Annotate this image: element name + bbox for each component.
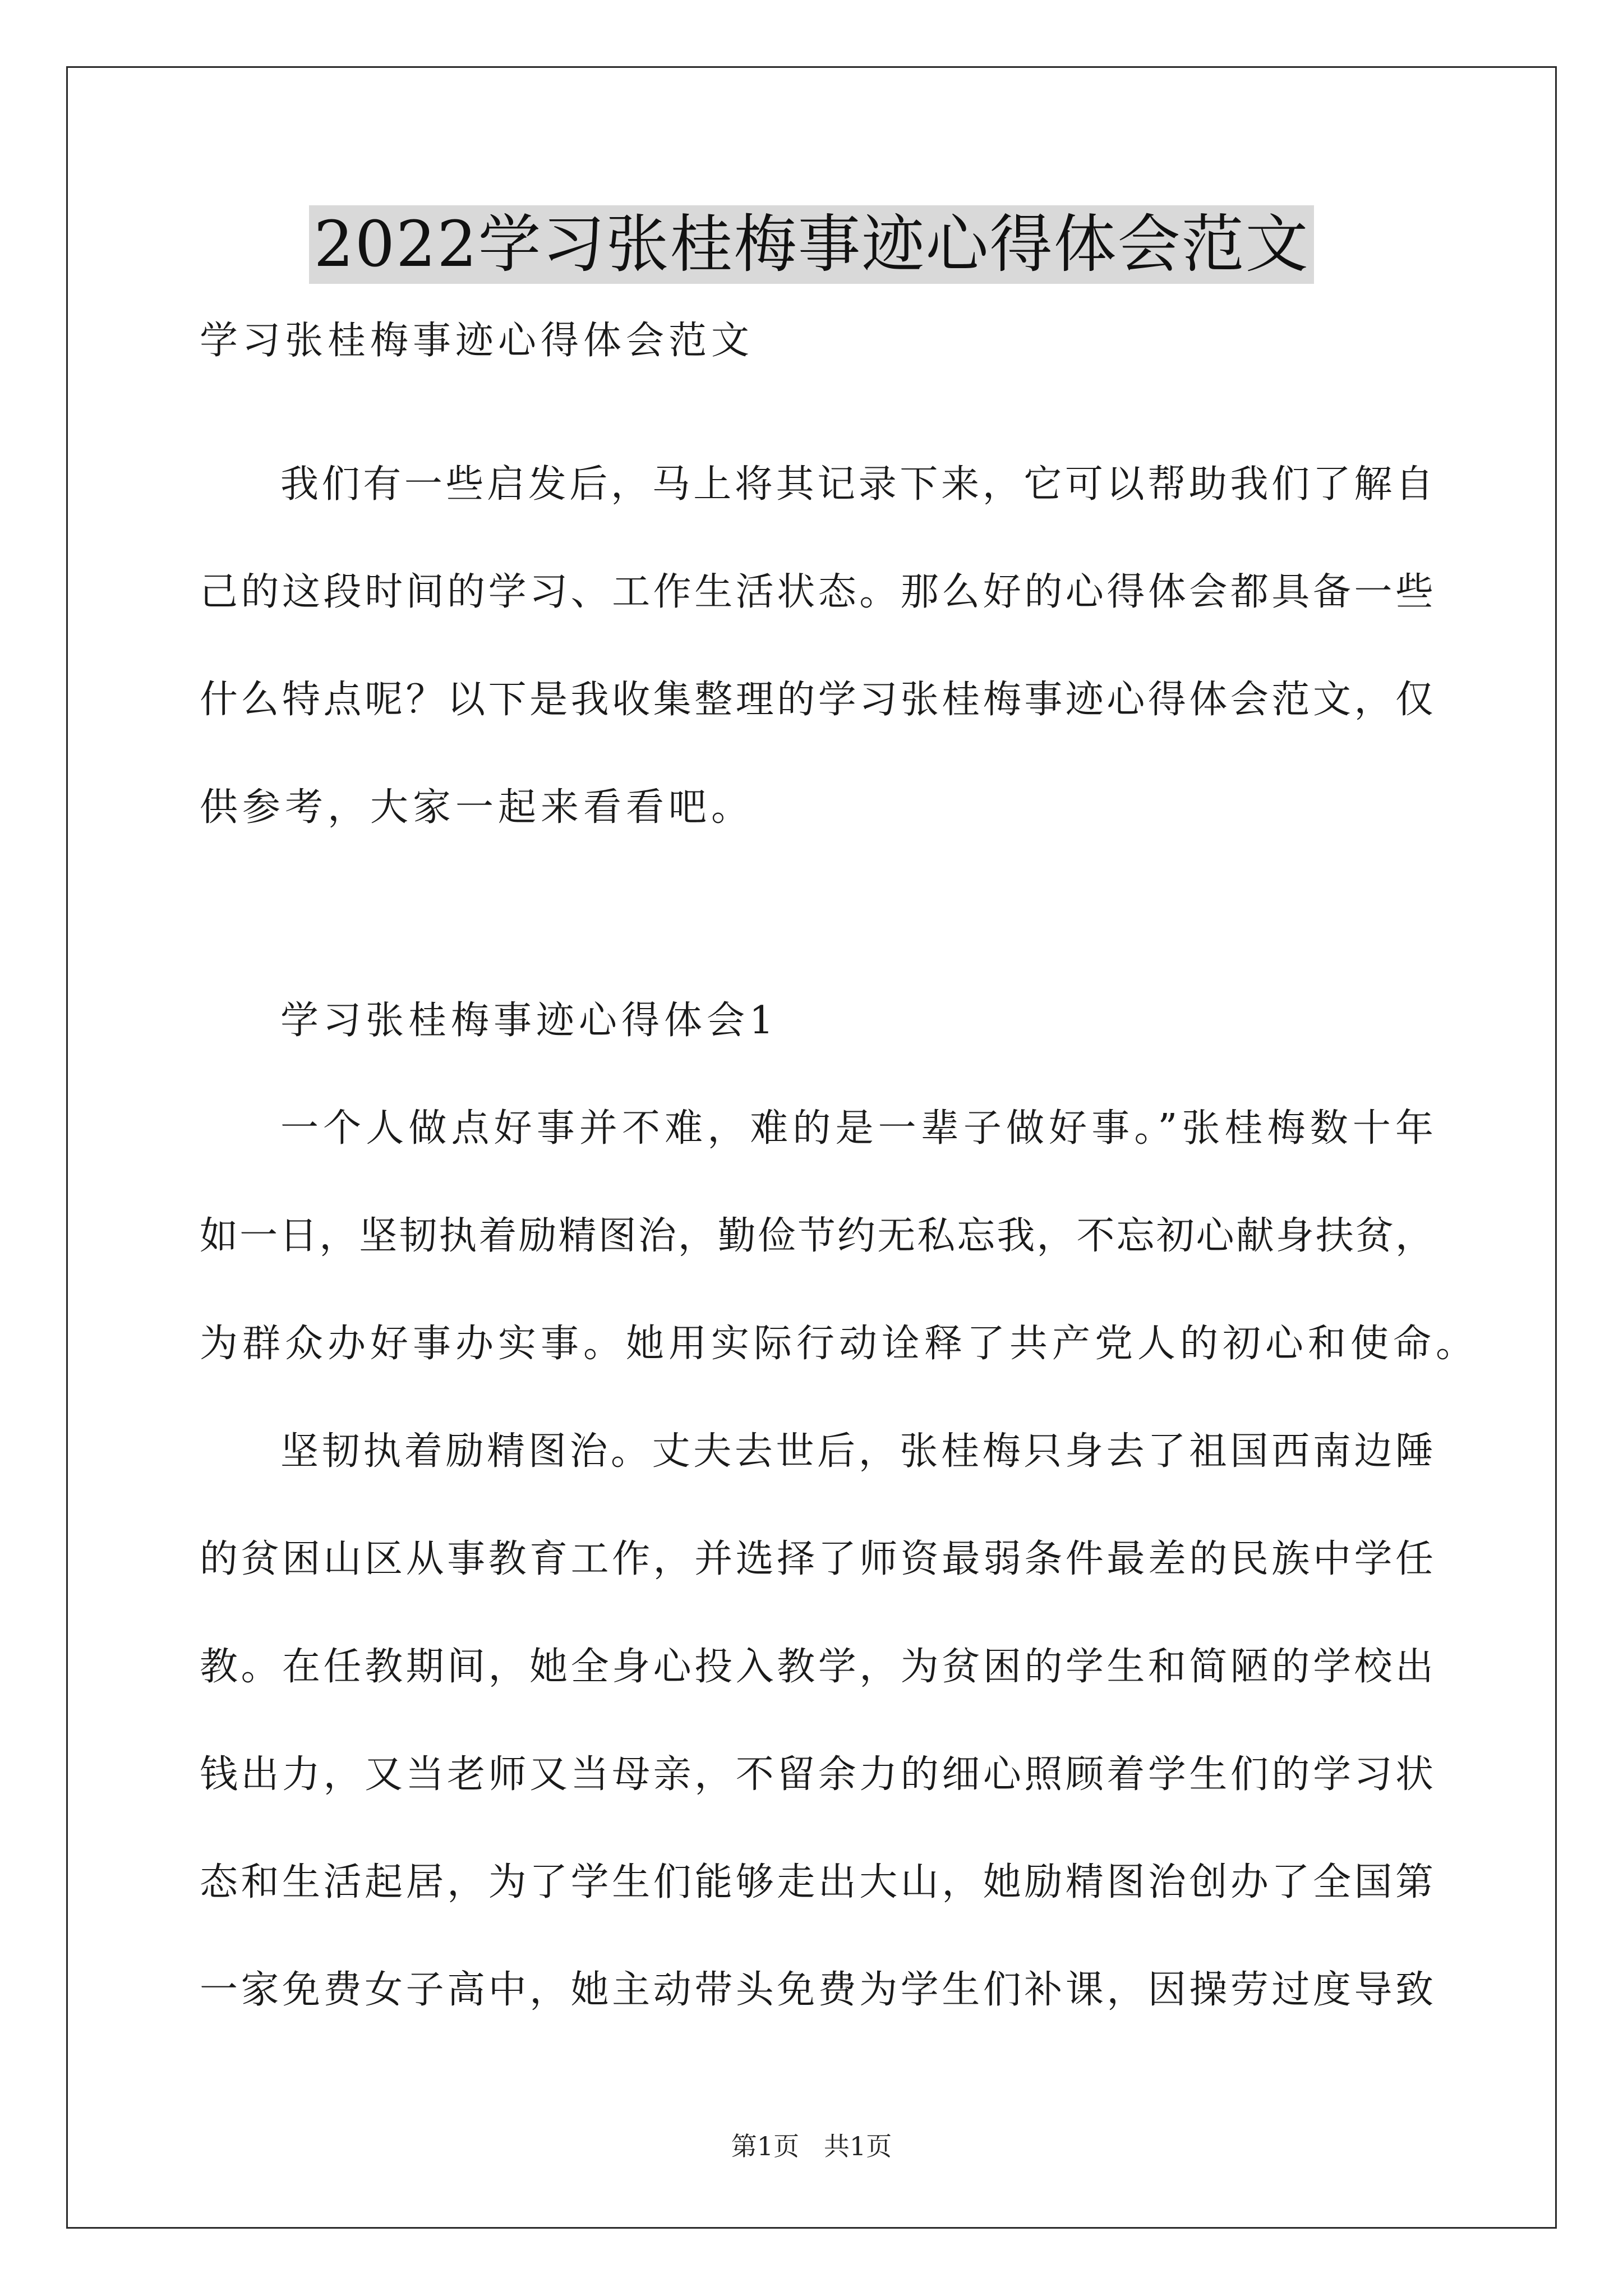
section-heading: 学习张桂梅事迹心得体会1 [280,999,778,1043]
paragraph-line: 如一日，坚韧执着励精图治，勤俭节约无私忘我，不忘初心献身扶贫， [200,1214,1433,1258]
title-container [0,205,1623,284]
paragraph-line: 钱出力，又当老师又当母亲，不留余力的细心照顾着学生们的学习状 [200,1752,1433,1797]
paragraph-line: 我们有一些启发后，马上将其记录下来，它可以帮助我们了解自 [280,462,1433,507]
paragraph-line: 的贫困山区从事教育工作，并选择了师资最弱条件最差的民族中学任 [200,1537,1433,1581]
paragraph-line: 一家免费女子高中，她主动带头免费为学生们补课，因操劳过度导致 [200,1968,1433,2012]
page-number: 第1页 共1页 [731,2131,892,2161]
paragraph-line: 什么特点呢？以下是我收集整理的学习张桂梅事迹心得体会范文，仅 [200,678,1433,722]
paragraph-line: 态和生活起居，为了学生们能够走出大山，她励精图治创办了全国第 [200,1860,1433,1904]
paragraph-line: 为群众办好事办实事。她用实际行动诠释了共产党人的初心和使命。 [200,1322,1479,1366]
paragraph-line: 教。在任教期间，她全身心投入教学，为贫困的学生和简陋的学校出 [200,1645,1433,1689]
paragraph-line: 供参考，大家一起来看看吧。 [200,785,754,830]
paragraph-line: 一个人做点好事并不难，难的是一辈子做好事。”张桂梅数十年 [280,1106,1433,1151]
paragraph-line: 坚韧执着励精图治。丈夫去世后，张桂梅只身去了祖国西南边陲 [280,1429,1433,1474]
document-subtitle: 学习张桂梅事迹心得体会范文 [200,319,754,363]
paragraph-line: 己的这段时间的学习、工作生活状态。那么好的心得体会都具备一些 [200,570,1433,614]
document-title: 2022学习张桂梅事迹心得体会范文 [309,205,1313,284]
